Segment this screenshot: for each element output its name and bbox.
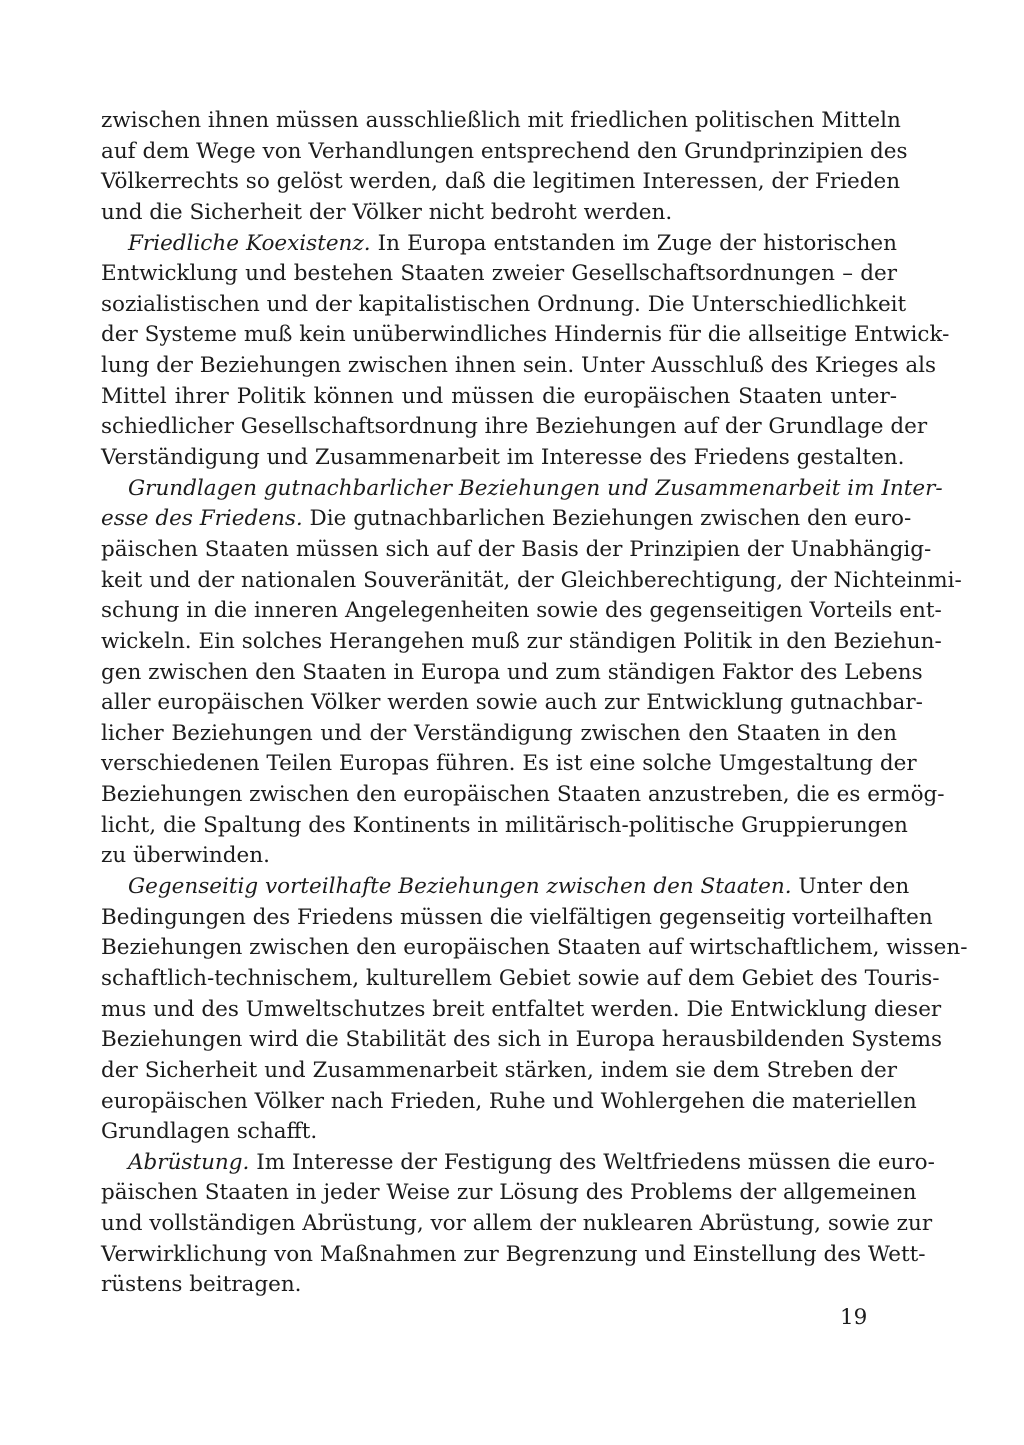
line-text: Mittel ihrer Politik können und müssen die europäischen Staaten unter- [101, 383, 897, 409]
page-body [101, 106, 968, 1301]
text-line [101, 412, 928, 443]
section-heading: Friedliche Koexistenz. [128, 230, 371, 256]
line-text: der Systeme muß kein unüberwindliches Hindernis für die allseitige Entwick- [101, 322, 950, 348]
text-line [101, 198, 897, 229]
line-text: gen zwischen den Staaten in Europa und zum ständigen Faktor des Lebens [101, 659, 923, 685]
section-heading: Abrüstung. [128, 1149, 250, 1175]
text-line [101, 596, 942, 627]
section-heading: Grundlagen gutnachbarlicher Beziehungen und Zusammenarbeit im Inter- [128, 475, 943, 501]
line-text: licher Beziehungen und der Verständigung zwischen den Staaten in den [101, 720, 897, 746]
line-text: und die Sicherheit der Völker nicht bedroht werden. [101, 199, 673, 225]
line-text: päischen Staaten in jeder Weise zur Lösung des Problems der allgemeinen [101, 1180, 917, 1206]
text-line [101, 1056, 897, 1087]
text-line [101, 351, 937, 382]
paragraph [101, 474, 962, 872]
line-text: schung in die inneren Angelegenheiten sowie des gegenseitigen Vorteils ent- [101, 598, 942, 624]
line-text: In Europa entstanden im Zuge der historischen [370, 230, 897, 256]
text-line [101, 1148, 935, 1179]
paragraph [101, 106, 908, 229]
text-line [101, 903, 933, 934]
line-text: sozialistischen und der kapitalistischen Ordnung. Die Unterschiedlichkeit [101, 291, 907, 317]
text-line [101, 933, 968, 964]
text-line [101, 474, 943, 505]
text-line [101, 106, 901, 137]
line-text: Unter den [791, 874, 910, 900]
line-text: keit und der nationalen Souveränität, der Gleichberechtigung, der Nichteinmi- [101, 567, 962, 593]
text-line [101, 229, 897, 260]
line-text: aller europäischen Völker werden sowie auch zur Entwicklung gutnachbar- [101, 690, 923, 716]
text-line [101, 719, 897, 750]
text-line [101, 995, 942, 1026]
line-text: auf dem Wege von Verhandlungen entsprechend den Grundprinzipien des [101, 138, 908, 164]
line-text: lung der Beziehungen zwischen ihnen sein. Unter Ausschluß des Krieges als [101, 353, 937, 379]
text-line [101, 1270, 897, 1301]
line-text: Bedingungen des Friedens müssen die vielfältigen gegenseitig vorteilhaften [101, 904, 933, 930]
text-line [101, 1117, 897, 1148]
line-text: schiedlicher Gesellschaftsordnung ihre Beziehungen auf der Grundlage der [101, 414, 928, 440]
text-line [101, 658, 923, 689]
text-line [101, 535, 932, 566]
text-line [101, 1240, 926, 1271]
text-line [101, 259, 897, 290]
line-text: mus und des Umweltschutzes breit entfaltet werden. Die Entwicklung dieser [101, 996, 942, 1022]
section-heading: Gegenseitig vorteilhafte Beziehungen zwischen den Staaten. [128, 874, 792, 900]
text-line [101, 1025, 942, 1056]
line-text: Verständigung und Zusammenarbeit im Interesse des Friedens gestalten. [101, 445, 905, 471]
text-line [101, 749, 917, 780]
text-line [101, 964, 940, 995]
line-text: europäischen Völker nach Frieden, Ruhe und Wohlergehen die materiellen [101, 1088, 917, 1114]
paragraph [101, 229, 950, 474]
line-text: Die gutnachbarlichen Beziehungen zwischen den euro- [302, 506, 912, 532]
text-line [101, 443, 905, 474]
line-text: Entwicklung und bestehen Staaten zweier Gesellschaftsordnungen – der [101, 261, 897, 287]
text-line [101, 1087, 917, 1118]
line-text: Beziehungen wird die Stabilität des sich in Europa herausbildenden Systems [101, 1027, 942, 1053]
text-line [101, 780, 945, 811]
line-text: zu überwinden. [101, 843, 270, 869]
text-line [101, 627, 942, 658]
text-line [101, 290, 907, 321]
text-line [101, 1209, 933, 1240]
line-text: Im Interesse der Festigung des Weltfriedens müssen die euro- [249, 1149, 935, 1175]
text-line [101, 688, 923, 719]
line-text: schaftlich-technischem, kulturellem Gebiet sowie auf dem Gebiet des Touris- [101, 965, 940, 991]
page-number: 19 [840, 1305, 868, 1330]
line-text: wickeln. Ein solches Herangehen muß zur ständigen Politik in den Beziehun- [101, 628, 942, 654]
line-text: und vollständigen Abrüstung, vor allem der nuklearen Abrüstung, sowie zur [101, 1211, 933, 1237]
line-text: licht, die Spaltung des Kontinents in militärisch-politische Gruppierungen [101, 812, 908, 838]
line-text: zwischen ihnen müssen ausschließlich mit friedlichen politischen Mitteln [101, 108, 901, 133]
text-line [101, 504, 912, 535]
text-line [101, 167, 901, 198]
line-text: Völkerrechts so gelöst werden, daß die legitimen Interessen, der Frieden [101, 169, 901, 195]
line-text: verschiedenen Teilen Europas führen. Es ist eine solche Umgestaltung der [101, 751, 917, 777]
line-text: rüstens beitragen. [101, 1272, 302, 1298]
text-line [101, 382, 897, 413]
text-line [101, 566, 962, 597]
text-line [101, 1178, 917, 1209]
line-text: Grundlagen schafft. [101, 1119, 318, 1145]
section-heading: esse des Friedens. [101, 506, 303, 532]
text-line [101, 320, 950, 351]
text-line [101, 137, 908, 168]
text-line [101, 811, 908, 842]
text-line [101, 841, 897, 872]
paragraph [101, 1148, 935, 1301]
paragraph [101, 872, 968, 1148]
line-text: Beziehungen zwischen den europäischen Staaten auf wirtschaftlichem, wissen- [101, 935, 968, 961]
line-text: Verwirklichung von Maßnahmen zur Begrenzung und Einstellung des Wett- [101, 1241, 926, 1267]
text-line [101, 872, 910, 903]
line-text: Beziehungen zwischen den europäischen Staaten anzustreben, die es ermög- [101, 782, 945, 808]
line-text: päischen Staaten müssen sich auf der Basis der Prinzipien der Unabhängig- [101, 536, 932, 562]
line-text: der Sicherheit und Zusammenarbeit stärken, indem sie dem Streben der [101, 1057, 897, 1083]
